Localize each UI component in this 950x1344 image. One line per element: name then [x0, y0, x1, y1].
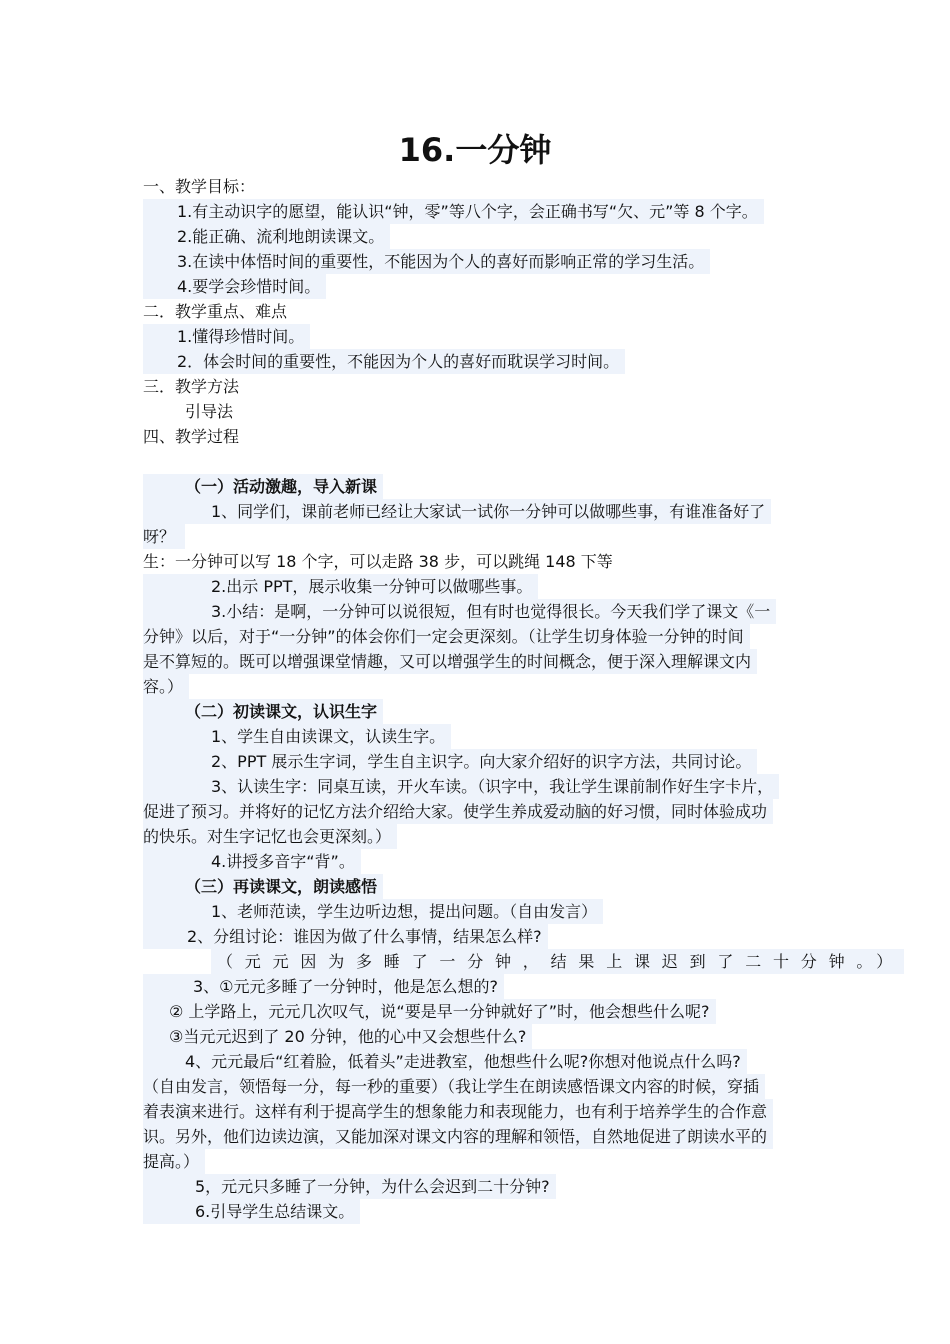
- objective-line: 2.能正确、流利地朗读课文。: [143, 224, 390, 249]
- subsection-heading: （三）再读课文，朗读感悟: [143, 874, 383, 899]
- document-title: 16.一分钟: [398, 131, 552, 169]
- paragraph-line: （元元因为多睡了一分钟，结果上课迟到了二十分钟。）: [211, 949, 904, 974]
- paragraph-line: 生：一分钟可以写 18 个字，可以走路 38 步，可以跳绳 148 下等: [143, 552, 613, 571]
- paragraph-line: 3、认读生字：同桌互读，开火车读。（识字中，我让学生课前制作好生字卡片，: [143, 774, 779, 799]
- objective-line: 3.在读中体悟时间的重要性，不能因为个人的喜好而影响正常的学习生活。: [143, 249, 710, 274]
- paragraph-line: 3.小结：是啊，一分钟可以说很短，但有时也觉得很长。今天我们学了课文《一: [143, 599, 776, 624]
- paragraph-line: 1、同学们，课前老师已经让大家试一试你一分钟可以做哪些事，有谁准备好了: [143, 499, 771, 524]
- key-point-line: 1.懂得珍惜时间。: [143, 324, 310, 349]
- paragraph-line: 是不算短的。既可以增强课堂情趣，又可以增强学生的时间概念，便于深入理解课文内: [143, 649, 757, 674]
- subsection-heading: （一）活动激趣，导入新课: [143, 474, 383, 499]
- paragraph-line: 1、学生自由读课文，认读生字。: [143, 724, 451, 749]
- paragraph-line: 分钟》以后，对于“一分钟”的体会你们一定会更深刻。（让学生切身体验一分钟的时间: [143, 624, 750, 649]
- paragraph-line: 2、分组讨论：谁因为做了什么事情，结果怎么样?: [143, 924, 548, 949]
- paragraph-line: 6.引导学生总结课文。: [143, 1199, 360, 1224]
- paragraph-line: 的快乐。对生字记忆也会更深刻。）: [143, 824, 397, 849]
- paragraph-line: ③当元元迟到了 20 分钟，他的心中又会想些什么?: [143, 1024, 532, 1049]
- paragraph-line: 2、PPT 展示生字词，学生自主识字。向大家介绍好的识字方法，共同讨论。: [143, 749, 757, 774]
- paragraph-line: 着表演来进行。这样有利于提高学生的想象能力和表现能力，也有利于培养学生的合作意: [143, 1099, 773, 1124]
- paragraph-line: （自由发言，领悟每一分，每一秒的重要）（我让学生在朗读感悟课文内容的时候，穿插: [143, 1074, 765, 1099]
- paragraph-line: 1、老师范读，学生边听边想，提出问题。（自由发言）: [143, 899, 603, 924]
- section-heading-objectives: 一、教学目标：: [143, 177, 256, 196]
- method-line: 引导法: [185, 402, 234, 421]
- paragraph-line: 呀？: [143, 524, 185, 549]
- paragraph-line: 5，元元只多睡了一分钟，为什么会迟到二十分钟?: [143, 1174, 556, 1199]
- subsection-heading: （二）初读课文，认识生字: [143, 699, 383, 724]
- section-heading-process: 四、教学过程: [143, 427, 240, 446]
- section-heading-key-points: 二．教学重点、难点: [143, 302, 288, 321]
- objective-line: 4.要学会珍惜时间。: [143, 274, 326, 299]
- paragraph-line: ② 上学路上，元元几次叹气，说“要是早一分钟就好了”时，他会想些什么呢?: [143, 999, 716, 1024]
- paragraph-line: 2.出示 PPT，展示收集一分钟可以做哪些事。: [143, 574, 538, 599]
- paragraph-line: 4、元元最后“红着脸，低着头”走进教室，他想些什么呢?你想对他说点什么吗?: [143, 1049, 747, 1074]
- paragraph-line: 4.讲授多音字“背”。: [143, 849, 361, 874]
- paragraph-line: 3、①元元多睡了一分钟时，他是怎么想的?: [143, 974, 504, 999]
- objective-line: 1.有主动识字的愿望，能认识“钟，零”等八个字，会正确书写“欠、元”等 8 个字。: [143, 199, 764, 224]
- section-heading-methods: 三．教学方法: [143, 377, 240, 396]
- paragraph-line: 促进了预习。并将好的记忆方法介绍给大家。使学生养成爱动脑的好习惯，同时体验成功: [143, 799, 773, 824]
- paragraph-line: 识。另外，他们边读边演，又能加深对课文内容的理解和领悟，自然地促进了朗读水平的: [143, 1124, 773, 1149]
- paragraph-line: 容。）: [143, 674, 189, 699]
- paragraph-line: 提高。）: [143, 1149, 205, 1174]
- key-point-line: 2．体会时间的重要性，不能因为个人的喜好而耽误学习时间。: [143, 349, 625, 374]
